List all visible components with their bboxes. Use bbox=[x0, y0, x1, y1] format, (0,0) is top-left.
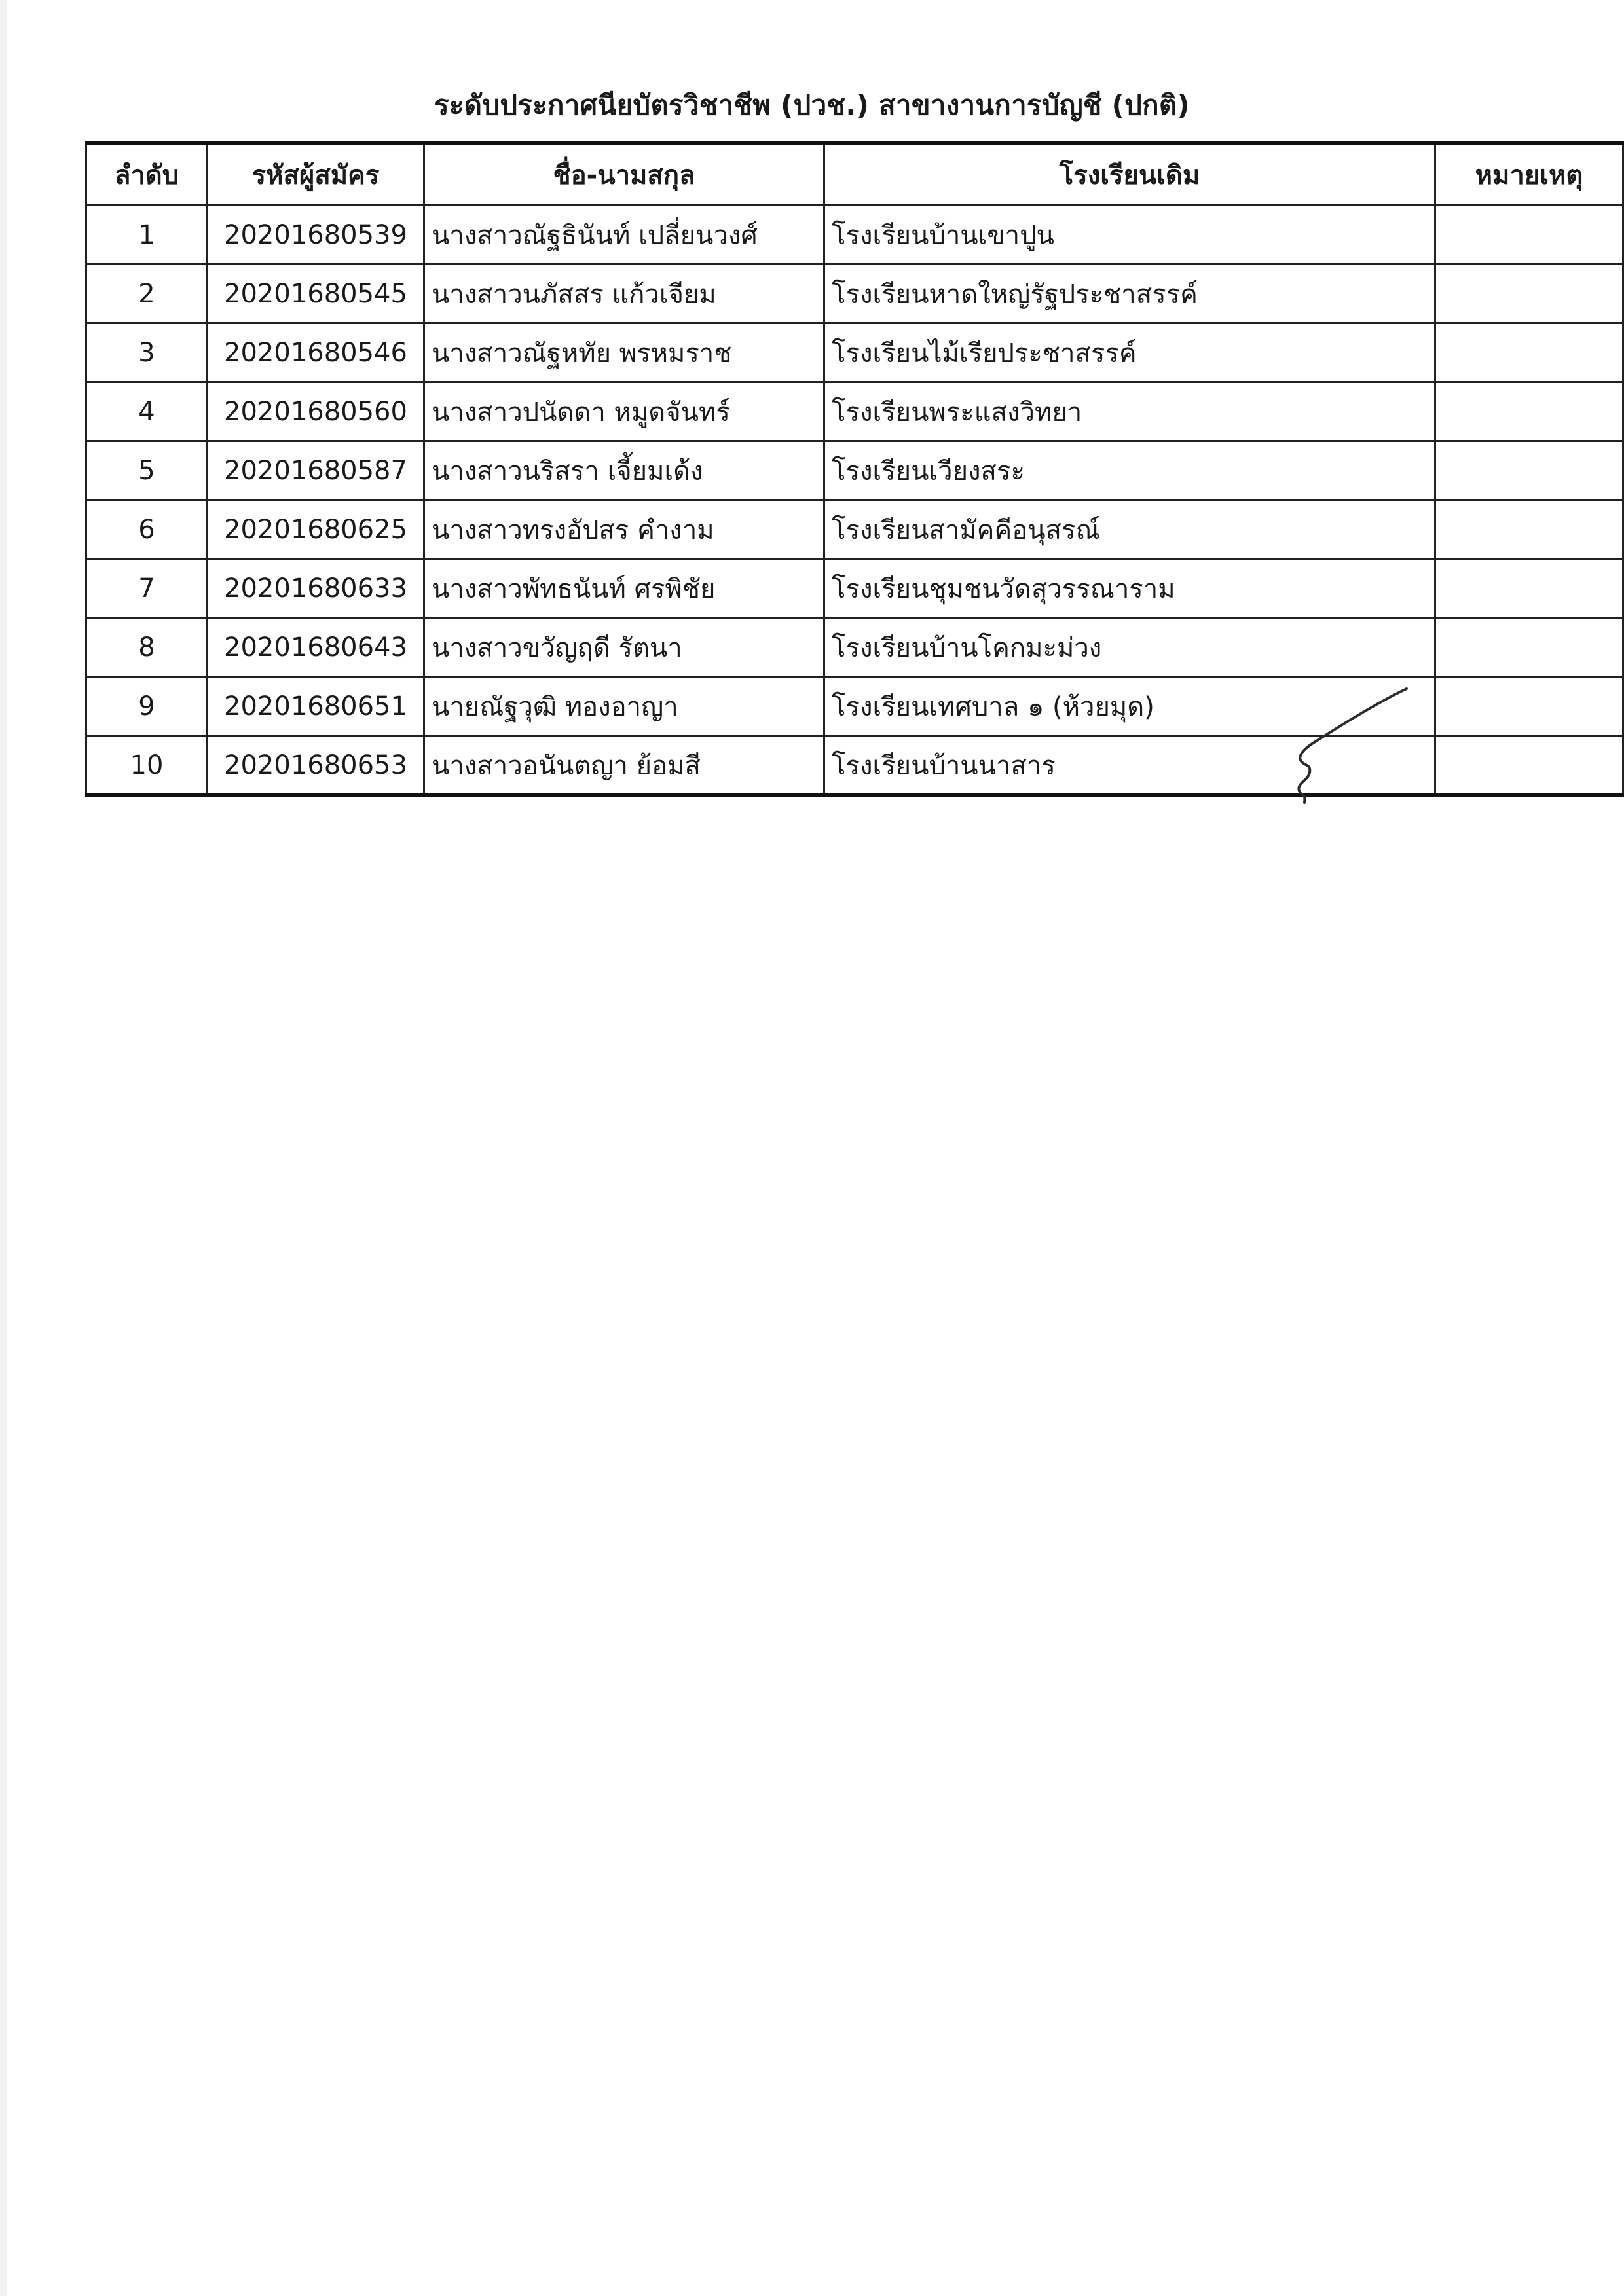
document-title: ระดับประกาศนียบัตรวิชาชีพ (ปวช.) สาขางานการบัญชี (ปกติ) bbox=[434, 89, 1190, 121]
table-row bbox=[86, 441, 1623, 500]
cell-note bbox=[1435, 736, 1623, 796]
cell-code: 20201680560 bbox=[208, 382, 424, 441]
cell-school: โรงเรียนชุมชนวัดสุวรรณาราม bbox=[824, 559, 1435, 618]
cell-code: 20201680651 bbox=[208, 677, 424, 736]
table-row bbox=[86, 500, 1623, 559]
cell-school: โรงเรียนพระแสงวิทยา bbox=[824, 382, 1435, 441]
table-row bbox=[86, 559, 1623, 618]
cell-note bbox=[1435, 206, 1623, 264]
cell-no: 4 bbox=[86, 382, 208, 441]
cell-name: นางสาวนริสรา เจี้ยมเด้ง bbox=[424, 441, 824, 500]
cell-note bbox=[1435, 264, 1623, 323]
cell-name: นางสาวขวัญฤดี รัตนา bbox=[424, 618, 824, 677]
cell-note bbox=[1435, 559, 1623, 618]
cell-no: 2 bbox=[86, 264, 208, 323]
cell-name: นางสาวปนัดดา หมูดจันทร์ bbox=[424, 382, 824, 441]
cell-school: โรงเรียนบ้านนาสาร bbox=[824, 736, 1435, 796]
cell-note bbox=[1435, 382, 1623, 441]
cell-school: โรงเรียนหาดใหญ่รัฐประชาสรรค์ bbox=[824, 264, 1435, 323]
cell-no: 10 bbox=[86, 736, 208, 796]
cell-name: นางสาวนภัสสร แก้วเจียม bbox=[424, 264, 824, 323]
cell-code: 20201680546 bbox=[208, 323, 424, 382]
table-row bbox=[86, 264, 1623, 323]
table-row bbox=[86, 618, 1623, 677]
cell-no: 3 bbox=[86, 323, 208, 382]
cell-code: 20201680545 bbox=[208, 264, 424, 323]
cell-note bbox=[1435, 677, 1623, 736]
cell-school: โรงเรียนบ้านเขาปูน bbox=[824, 206, 1435, 264]
cell-school: โรงเรียนสามัคคีอนุสรณ์ bbox=[824, 500, 1435, 559]
cell-name: นางสาวทรงอัปสร คำงาม bbox=[424, 500, 824, 559]
cell-code: 20201680653 bbox=[208, 736, 424, 796]
cell-no: 9 bbox=[86, 677, 208, 736]
cell-code: 20201680587 bbox=[208, 441, 424, 500]
cell-no: 5 bbox=[86, 441, 208, 500]
cell-name: นางสาวพัทธนันท์ ศรพิชัย bbox=[424, 559, 824, 618]
cell-school: โรงเรียนเวียงสระ bbox=[824, 441, 1435, 500]
header-name: ชื่อ-นามสกุล bbox=[424, 143, 824, 206]
cell-code: 20201680625 bbox=[208, 500, 424, 559]
table-header-row bbox=[86, 143, 1623, 206]
cell-name: นางสาวณัฐธินันท์ เปลี่ยนวงศ์ bbox=[424, 206, 824, 264]
cell-name: นายณัฐวุฒิ ทองอาญา bbox=[424, 677, 824, 736]
cell-note bbox=[1435, 500, 1623, 559]
cell-code: 20201680643 bbox=[208, 618, 424, 677]
cell-note bbox=[1435, 441, 1623, 500]
table-row bbox=[86, 323, 1623, 382]
scan-edge bbox=[0, 0, 7, 2296]
header-code: รหัสผู้สมัคร bbox=[208, 143, 424, 206]
cell-no: 8 bbox=[86, 618, 208, 677]
handwritten-signature-mark bbox=[1277, 681, 1421, 812]
cell-name: นางสาวณัฐหทัย พรหมราช bbox=[424, 323, 824, 382]
cell-note bbox=[1435, 618, 1623, 677]
cell-name: นางสาวอนันตญา ย้อมสี bbox=[424, 736, 824, 796]
table-row bbox=[86, 206, 1623, 264]
cell-note bbox=[1435, 323, 1623, 382]
header-note: หมายเหตุ bbox=[1435, 143, 1623, 206]
cell-no: 6 bbox=[86, 500, 208, 559]
header-no: ลำดับ bbox=[86, 143, 208, 206]
cell-school: โรงเรียนบ้านโคกมะม่วง bbox=[824, 618, 1435, 677]
cell-no: 7 bbox=[86, 559, 208, 618]
header-school: โรงเรียนเดิม bbox=[824, 143, 1435, 206]
cell-code: 20201680539 bbox=[208, 206, 424, 264]
table-row bbox=[86, 382, 1623, 441]
cell-code: 20201680633 bbox=[208, 559, 424, 618]
cell-school: โรงเรียนไม้เรียประชาสรรค์ bbox=[824, 323, 1435, 382]
cell-no: 1 bbox=[86, 206, 208, 264]
cell-school: โรงเรียนเทศบาล ๑ (ห้วยมุด) bbox=[824, 677, 1435, 736]
